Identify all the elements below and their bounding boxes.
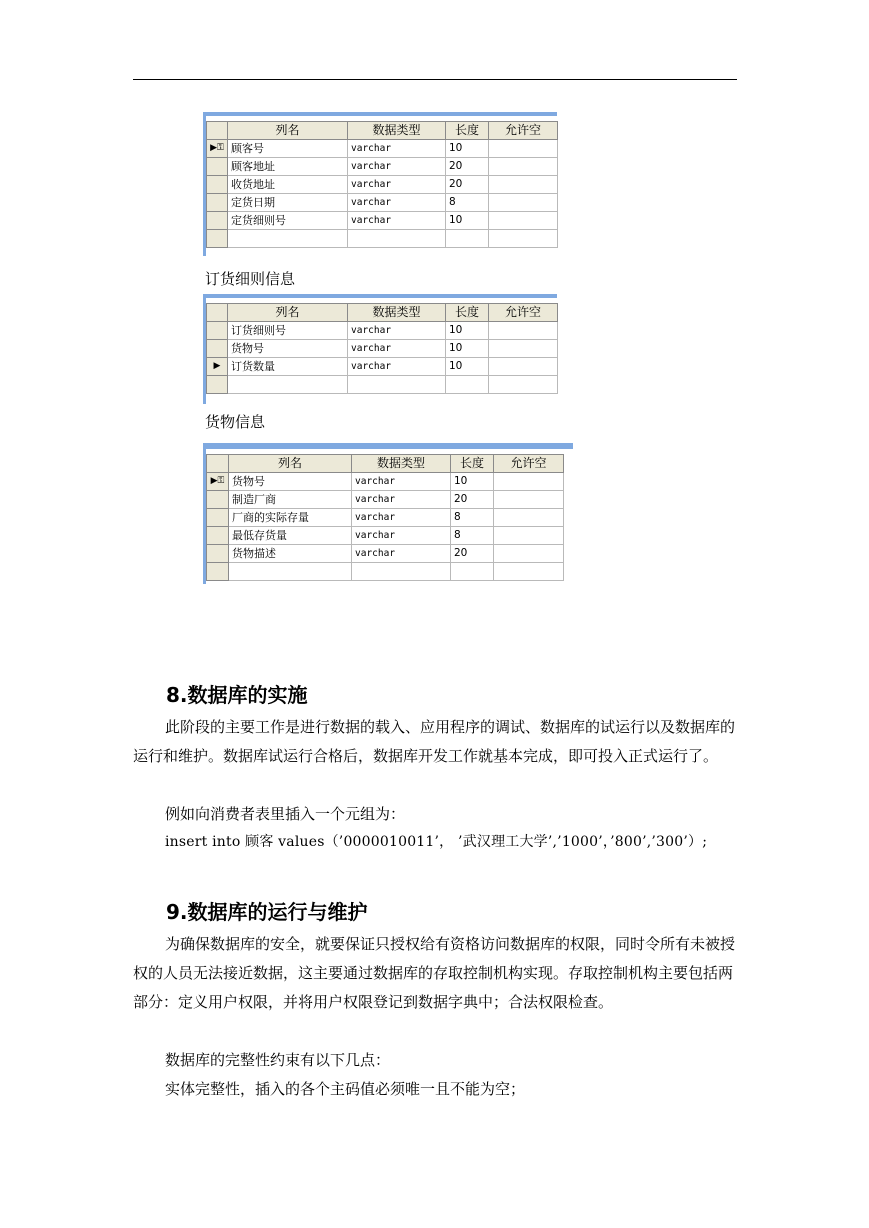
data-type-cell[interactable]: varchar	[352, 545, 451, 563]
length-cell[interactable]: 8	[446, 194, 489, 212]
allow-null-cell[interactable]	[494, 473, 564, 491]
row-selector[interactable]	[207, 376, 228, 394]
section-8-paragraph-1: 此阶段的主要工作是进行数据的载入、应用程序的调试、数据库的试运行以及数据库的运行和维护。数据库试运行合格后，数据库开发工作就基本完成，即可投入正式运行了。	[133, 718, 736, 765]
table-row[interactable]	[207, 527, 564, 545]
table-row[interactable]	[207, 158, 558, 176]
table-header-row	[207, 304, 558, 322]
header-rule	[133, 79, 737, 80]
table-header-row	[207, 455, 564, 473]
order-detail-caption: 订货细则信息	[205, 270, 296, 288]
length-cell[interactable]: 10	[446, 340, 489, 358]
header-length: 长度	[446, 304, 489, 322]
current-row-arrow-icon[interactable]: ▶	[207, 358, 228, 376]
table-row[interactable]	[207, 176, 558, 194]
header-allow-null: 允许空	[489, 304, 558, 322]
allow-null-cell[interactable]	[489, 212, 558, 230]
length-cell[interactable]: 20	[446, 176, 489, 194]
data-type-cell[interactable]: varchar	[352, 491, 451, 509]
length-cell[interactable]: 20	[451, 545, 494, 563]
section-8-heading: 8.数据库的实施	[166, 683, 308, 707]
table-row[interactable]	[207, 545, 564, 563]
header-column-name: 列名	[228, 304, 348, 322]
header-data-type: 数据类型	[348, 122, 446, 140]
header-column-name: 列名	[229, 455, 352, 473]
header-allow-null: 允许空	[494, 455, 564, 473]
header-data-type: 数据类型	[348, 304, 446, 322]
allow-null-cell[interactable]	[489, 322, 558, 340]
data-type-cell[interactable]: varchar	[348, 340, 446, 358]
length-cell[interactable]: 10	[446, 140, 489, 158]
allow-null-cell[interactable]	[489, 176, 558, 194]
header-data-type: 数据类型	[352, 455, 451, 473]
row-selector[interactable]	[207, 176, 228, 194]
table-row[interactable]	[207, 491, 564, 509]
empty-row[interactable]	[207, 563, 564, 581]
row-selector[interactable]	[207, 545, 229, 563]
data-type-cell[interactable]: varchar	[352, 473, 451, 491]
column-name-cell[interactable]: 制造厂商	[229, 491, 352, 509]
row-selector[interactable]	[207, 212, 228, 230]
row-selector-header	[207, 122, 228, 140]
header-length: 长度	[446, 122, 489, 140]
table-row[interactable]	[207, 473, 564, 491]
column-name-cell[interactable]: 定货细则号	[228, 212, 348, 230]
column-name-cell[interactable]: 货物号	[228, 340, 348, 358]
length-cell[interactable]: 20	[451, 491, 494, 509]
row-selector[interactable]	[207, 194, 228, 212]
empty-row[interactable]	[207, 376, 558, 394]
data-type-cell[interactable]: varchar	[348, 358, 446, 376]
row-selector[interactable]	[207, 340, 228, 358]
column-name-cell[interactable]: 订货数量	[228, 358, 348, 376]
data-type-cell[interactable]: varchar	[348, 322, 446, 340]
column-name-cell[interactable]: 厂商的实际存量	[229, 509, 352, 527]
row-selector[interactable]	[207, 491, 229, 509]
row-selector-header	[207, 455, 229, 473]
allow-null-cell[interactable]	[494, 527, 564, 545]
allow-null-cell[interactable]	[489, 340, 558, 358]
length-cell[interactable]: 10	[451, 473, 494, 491]
primary-key-icon[interactable]: ▶⚿	[207, 473, 229, 491]
table-row[interactable]	[207, 358, 558, 376]
column-name-cell[interactable]: 订货细则号	[228, 322, 348, 340]
header-column-name: 列名	[228, 122, 348, 140]
column-name-cell[interactable]: 最低存货量	[229, 527, 352, 545]
grid-title-bar	[203, 294, 557, 298]
section-9-paragraph-2: 数据库的完整性约束有以下几点：	[165, 1051, 391, 1069]
section-8-paragraph-2: 例如向消费者表里插入一个元组为：	[165, 805, 406, 823]
length-cell[interactable]: 10	[446, 358, 489, 376]
length-cell[interactable]: 20	[446, 158, 489, 176]
data-type-cell[interactable]: varchar	[348, 194, 446, 212]
goods-info-caption: 货物信息	[205, 413, 266, 431]
row-selector[interactable]	[207, 230, 228, 248]
table-row[interactable]	[207, 322, 558, 340]
allow-null-cell[interactable]	[494, 545, 564, 563]
table-row[interactable]	[207, 194, 558, 212]
allow-null-cell[interactable]	[489, 194, 558, 212]
row-selector-header	[207, 304, 228, 322]
allow-null-cell[interactable]	[489, 140, 558, 158]
allow-null-cell[interactable]	[494, 509, 564, 527]
length-cell[interactable]: 8	[451, 527, 494, 545]
section-9-heading: 9.数据库的运行与维护	[166, 900, 368, 924]
column-name-cell[interactable]: 定货日期	[228, 194, 348, 212]
data-type-cell[interactable]: varchar	[352, 509, 451, 527]
length-cell[interactable]: 10	[446, 322, 489, 340]
empty-row[interactable]	[207, 230, 558, 248]
grid-title-bar	[203, 443, 573, 449]
data-type-cell[interactable]: varchar	[352, 527, 451, 545]
data-type-cell[interactable]: varchar	[348, 176, 446, 194]
length-cell[interactable]: 8	[451, 509, 494, 527]
row-selector[interactable]	[207, 322, 228, 340]
section-9-paragraph-3: 实体完整性，插入的各个主码值必须唯一且不能为空；	[165, 1080, 526, 1098]
insert-sql-statement: insert into 顾客 values（’0000010011’， ’武汉理工大学’,’1000’，’800’,’300’）;	[165, 834, 708, 850]
length-cell[interactable]: 10	[446, 212, 489, 230]
allow-null-cell[interactable]	[489, 358, 558, 376]
column-name-cell[interactable]: 货物号	[229, 473, 352, 491]
table-row[interactable]	[207, 140, 558, 158]
order-detail-table-grid	[203, 294, 557, 404]
section-9-paragraph-1: 为确保数据库的安全，就要保证只授权给有资格访问数据库的权限，同时令所有未被授权的人员无法接近数据，这主要通过数据库的存取控制机构实现。存取控制机构主要包括两部分：定义用户权限，并将用户权限登记到数据字典中；合法权限检查。	[133, 935, 736, 1011]
header-allow-null: 允许空	[489, 122, 558, 140]
row-selector[interactable]	[207, 527, 229, 545]
goods-table-grid	[203, 443, 573, 584]
data-type-cell[interactable]: varchar	[348, 158, 446, 176]
allow-null-cell[interactable]	[494, 491, 564, 509]
column-name-cell[interactable]: 货物描述	[229, 545, 352, 563]
header-length: 长度	[451, 455, 494, 473]
allow-null-cell[interactable]	[489, 158, 558, 176]
table-header-row	[207, 122, 558, 140]
table-row[interactable]	[207, 509, 564, 527]
customer-table-grid	[203, 112, 557, 256]
data-type-cell[interactable]: varchar	[348, 212, 446, 230]
row-selector[interactable]	[207, 158, 228, 176]
row-selector[interactable]	[207, 563, 229, 581]
table-row[interactable]	[207, 212, 558, 230]
primary-key-icon[interactable]: ▶⚿	[207, 140, 228, 158]
column-name-cell[interactable]: 收货地址	[228, 176, 348, 194]
grid-title-bar	[203, 112, 557, 116]
row-selector[interactable]	[207, 509, 229, 527]
table-row[interactable]	[207, 340, 558, 358]
column-name-cell[interactable]: 顾客地址	[228, 158, 348, 176]
column-name-cell[interactable]: 顾客号	[228, 140, 348, 158]
data-type-cell[interactable]: varchar	[348, 140, 446, 158]
